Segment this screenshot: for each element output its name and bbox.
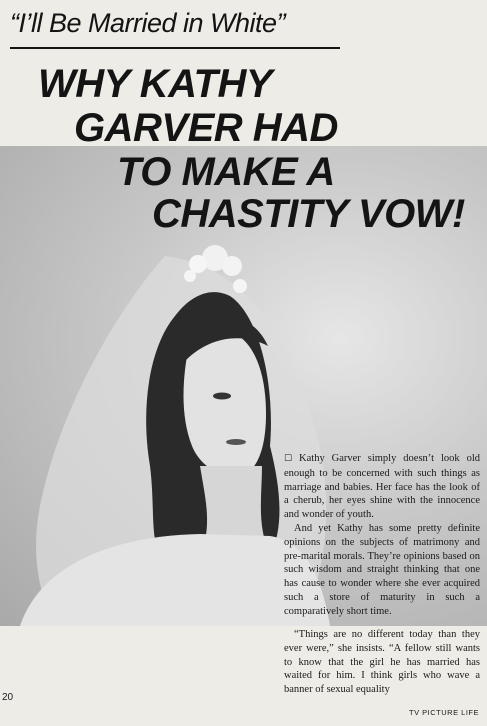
paragraph-text: Kathy Garver simply doesn’t look old enough to be concerned with such things as marriage and babies. Her face has the look of a cherub, her eyes shine with the innocence and wonder of youth.	[284, 453, 480, 521]
kicker-title: “I’ll Be Married in White”	[10, 8, 286, 38]
article-paragraph	[284, 452, 480, 522]
article-body	[284, 452, 480, 619]
lips-shape	[226, 439, 246, 445]
headline-line: TO MAKE A	[117, 150, 335, 194]
article-paragraph: And yet Kathy has some pretty definite opinions on the subjects of matrimony and pre-marital morals. They’re opinions based on such wisdom and straight thinking that one has cause to wonder where she ever acquired such a store of maturity in such a comparatively short time.	[284, 522, 480, 617]
kicker-underline	[10, 47, 340, 49]
article-body-continued	[284, 628, 480, 697]
neck-shape	[200, 466, 265, 541]
headline-line: CHASTITY VOW!	[152, 192, 465, 236]
lead-box-icon: ☐	[284, 454, 293, 464]
headline-line: WHY KATHY	[38, 62, 273, 106]
article-paragraph: “Things are no different today than they ever were,” she insists. “A fellow still wants to know that the girl he has married has waited for him. I think girls who wave a banner of sexual equality	[284, 629, 480, 696]
headline-line: GARVER HAD	[74, 106, 338, 150]
magazine-name: TV PICTURE LIFE	[408, 708, 479, 717]
page-number: 20	[2, 692, 14, 703]
headline	[0, 58, 487, 238]
eye-shape	[213, 393, 231, 400]
